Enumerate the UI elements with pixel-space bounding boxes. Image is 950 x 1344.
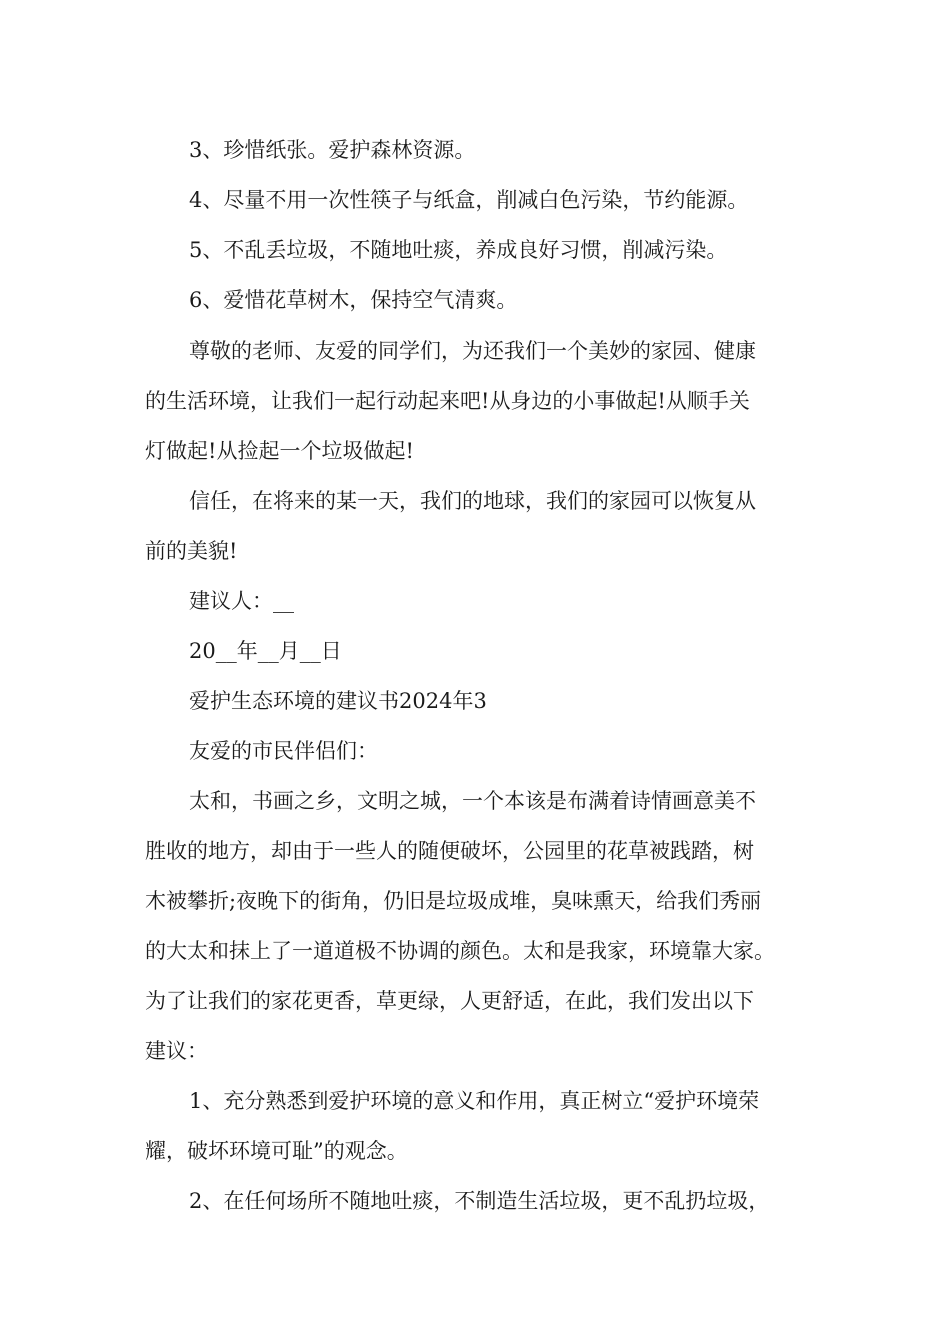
list-item-2: 2、在任何场所不随地吐痰，不制造生活垃圾，更不乱扔垃圾， bbox=[189, 1189, 770, 1213]
paragraph-line: 灯做起!从捡起一个垃圾做起! bbox=[145, 439, 414, 463]
paragraph-line: 木被攀折;夜晚下的街角，仍旧是垃圾成堆，臭味熏天，给我们秀丽 bbox=[145, 889, 762, 913]
paragraph-line: 尊敬的老师、友爱的同学们，为还我们一个美妙的家园、健康 bbox=[189, 339, 756, 363]
list-item-6: 6、爱惜花草树木，保持空气清爽。 bbox=[189, 288, 518, 312]
paragraph-line: 前的美貌! bbox=[145, 539, 238, 563]
list-item-1: 1、充分熟悉到爱护环境的意义和作用，真正树立“爱护环境荣 bbox=[189, 1089, 760, 1113]
section-title: 爱护生态环境的建议书2024年3 bbox=[189, 689, 487, 713]
list-item-1-cont: 耀，破坏环境可耻”的观念。 bbox=[145, 1139, 408, 1163]
list-item-4: 4、尽量不用一次性筷子与纸盒，削减白色污染，节约能源。 bbox=[189, 188, 749, 212]
paragraph-line: 的大太和抹上了一道道极不协调的颜色。太和是我家，环境靠大家。 bbox=[145, 939, 775, 963]
paragraph-line: 信任，在将来的某一天，我们的地球，我们的家园可以恢复从 bbox=[189, 489, 756, 513]
paragraph-line: 太和，书画之乡，文明之城，一个本该是布满着诗情画意美不 bbox=[189, 789, 756, 813]
paragraph-line: 为了让我们的家花更香，草更绿，人更舒适，在此，我们发出以下 bbox=[145, 989, 754, 1013]
paragraph-line: 建议： bbox=[145, 1039, 208, 1063]
list-item-5: 5、不乱丢垃圾，不随地吐痰，养成良好习惯，削减污染。 bbox=[189, 238, 728, 262]
paragraph-line: 胜收的地方，却由于一些人的随便破坏，公园里的花草被践踏，树 bbox=[145, 839, 754, 863]
salutation: 友爱的市民伴侣们： bbox=[189, 739, 378, 763]
signature-line: 建议人：__ bbox=[189, 589, 294, 613]
list-item-3: 3、珍惜纸张。爱护森林资源。 bbox=[189, 138, 476, 162]
date-line: 20__年__月__日 bbox=[189, 639, 342, 663]
paragraph-line: 的生活环境，让我们一起行动起来吧!从身边的小事做起!从顺手关 bbox=[145, 389, 750, 413]
